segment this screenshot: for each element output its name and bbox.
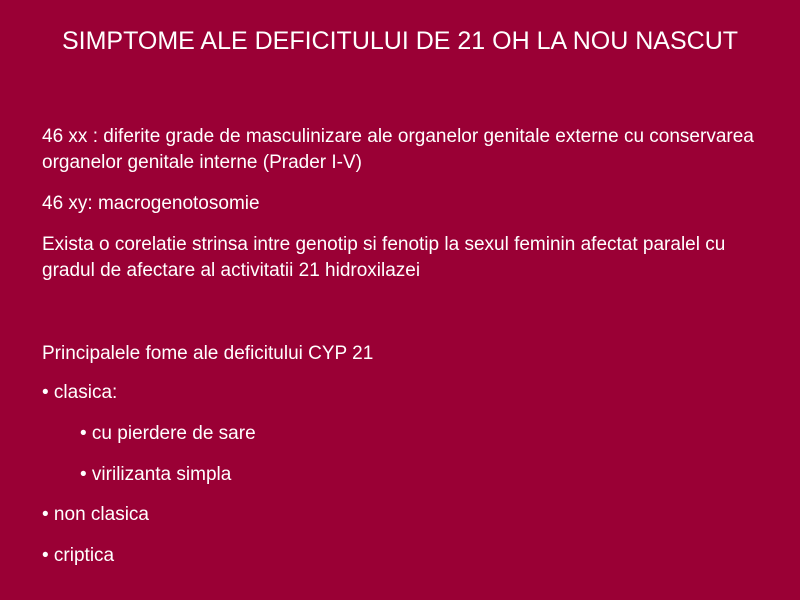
paragraph-46xy: 46 xy: macrogenotosomie <box>42 193 260 214</box>
slide-title: SIMPTOME ALE DEFICITULUI DE 21 OH LA NOU NASCUT <box>61 27 739 55</box>
paragraph-46xx: 46 xx : diferite grade de masculinizare ale organelor genitale externe cu conservarea organelor genitale interne (Prader I-V) <box>42 126 754 173</box>
bullet-non-clasica: • non clasica <box>42 504 149 525</box>
bullet-criptica: • criptica <box>42 545 115 566</box>
paragraph-genotype-phenotype: Exista o corelatie strinsa intre genotip si fenotip la sexul feminin afectat paralel cu gradul de afectare al activitatii 21 hidroxilazei <box>42 234 726 281</box>
bullet-clasica: • clasica: <box>42 382 118 403</box>
bullet-virilizanta-simpla: • virilizanta simpla <box>80 464 232 485</box>
forms-heading: Principalele fome ale deficitului CYP 21 <box>42 343 374 364</box>
bullet-cu-pierdere-de-sare: • cu pierdere de sare <box>80 423 256 444</box>
